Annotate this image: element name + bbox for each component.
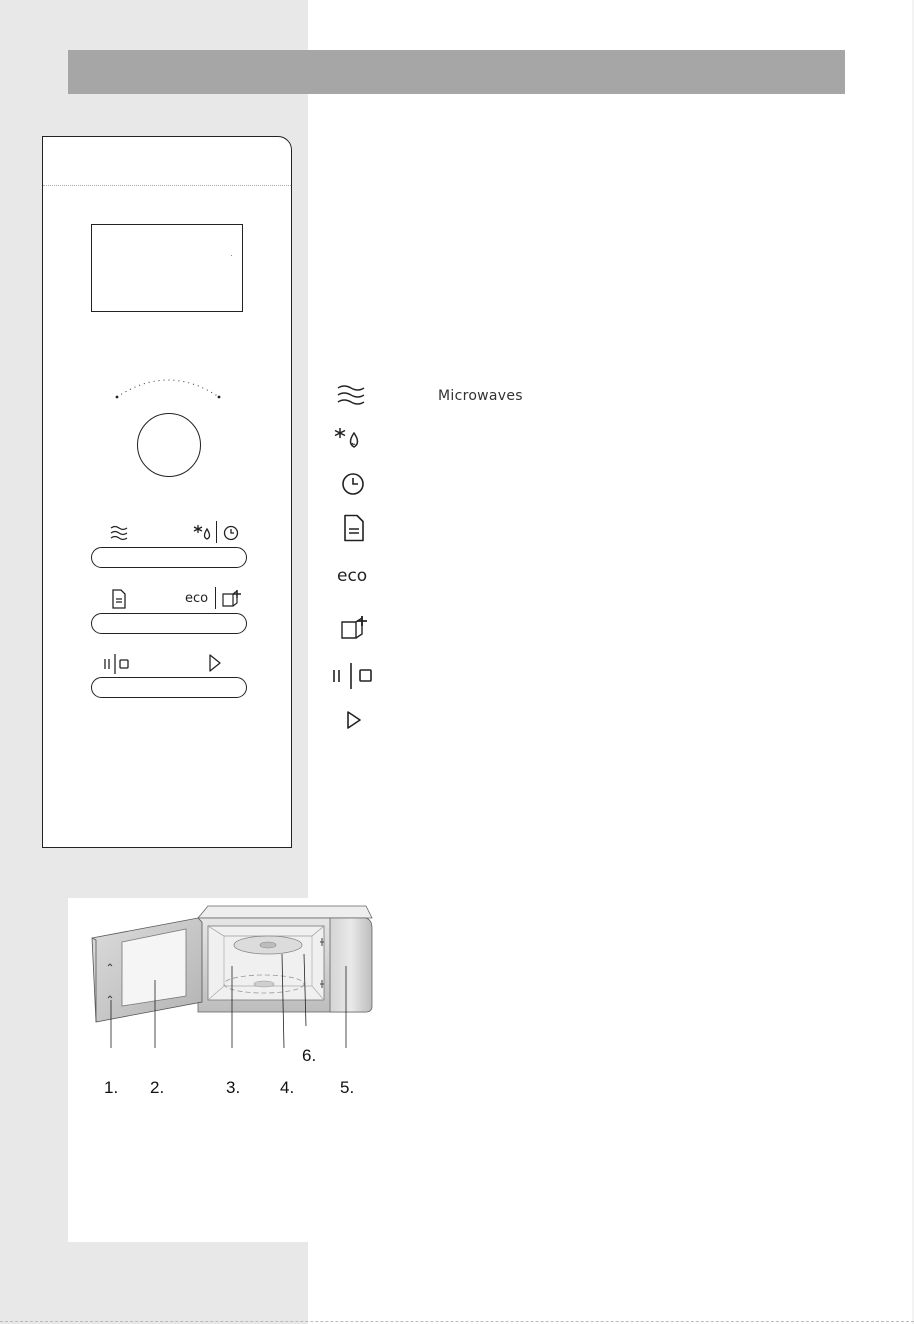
pause-stop-icon (103, 653, 137, 675)
box-plus-icon (340, 614, 370, 640)
part-label-4: 4. (280, 1078, 295, 1097)
button-microwave-defrost-timer[interactable] (91, 547, 247, 568)
dial-scale-arc (113, 369, 223, 409)
microwave-oven-drawing (68, 898, 378, 1048)
eco-label: eco (185, 591, 209, 606)
menu-document-icon (111, 589, 127, 609)
display-indicator (231, 255, 232, 256)
defrost-icon (333, 426, 365, 452)
display-screen (91, 224, 243, 312)
button-menu-eco[interactable] (91, 613, 247, 634)
box-plus-icon (221, 588, 243, 608)
eco-icon: eco (337, 566, 368, 586)
part-label-3: 3. (226, 1078, 241, 1097)
microwave-waves-icon (109, 525, 129, 541)
control-panel (42, 136, 292, 848)
menu-document-icon (343, 514, 365, 542)
panel-divider (43, 185, 291, 186)
icon-separator (216, 521, 217, 543)
clock-icon (341, 472, 365, 496)
start-play-icon (345, 710, 363, 730)
defrost-icon (193, 523, 215, 543)
button-pause-start[interactable] (91, 677, 247, 698)
start-play-icon (207, 653, 223, 673)
part-label-6: 6. (302, 1046, 317, 1065)
control-knob[interactable] (137, 413, 201, 477)
clock-icon (223, 525, 239, 541)
icon-separator (215, 587, 216, 609)
pause-stop-icon (332, 662, 376, 690)
legend-microwaves-label: Microwaves (438, 388, 523, 404)
section-header-bar (68, 50, 845, 94)
page-bottom-edge (0, 1321, 914, 1322)
microwave-waves-icon (336, 384, 366, 406)
part-label-2: 2. (150, 1078, 165, 1097)
part-label-1: 1. (104, 1078, 119, 1097)
part-label-5: 5. (340, 1078, 355, 1097)
